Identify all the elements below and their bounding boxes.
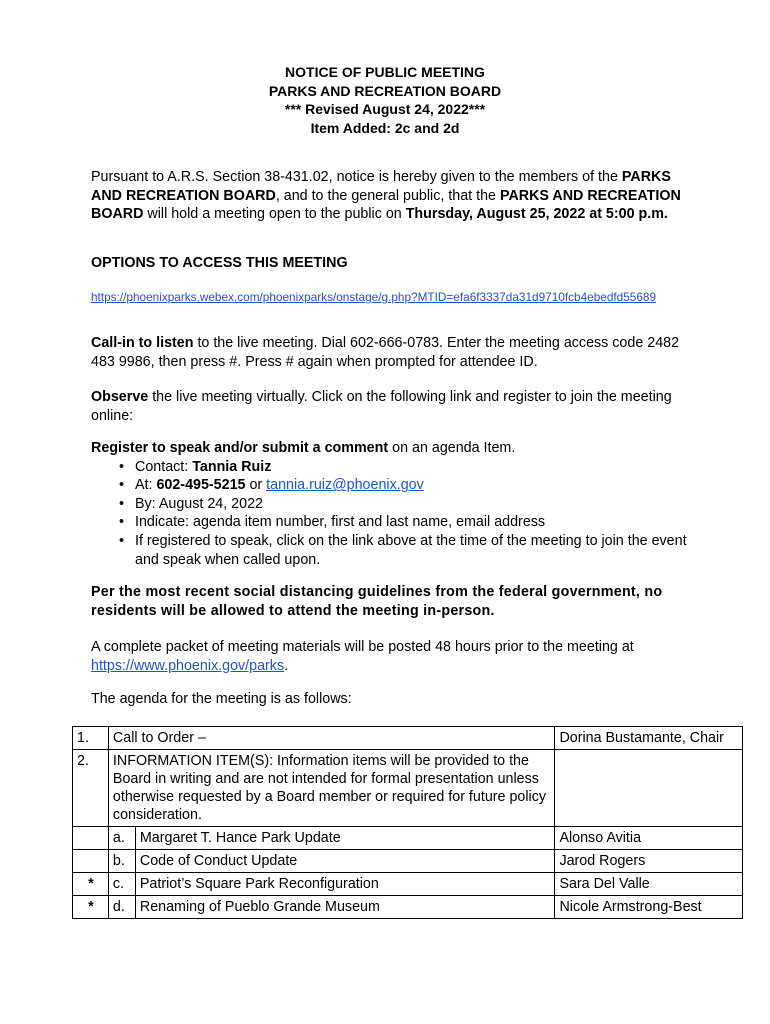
item-title: Call to Order – xyxy=(108,727,555,750)
intro-paragraph xyxy=(91,168,691,224)
options-heading: OPTIONS TO ACCESS THIS MEETING xyxy=(91,255,348,271)
observe-text: the live meeting virtually. Click on the following link and register to join the meeting online: xyxy=(91,389,672,424)
board-name-bold: PARKS AND RECREATION BOARD xyxy=(91,169,671,204)
intro-text: , and to the general public, that the xyxy=(275,187,500,204)
bullet-icon: • xyxy=(119,458,125,475)
intro-text: Pursuant to A.R.S. Section 38-431.02, notice is hereby given to the members of the xyxy=(91,169,622,185)
if-registered-text: If registered to speak, click on the link above at the time of the meeting to join the event and speak when called upon. xyxy=(135,532,687,568)
parks-link[interactable]: https://www.phoenix.gov/parks xyxy=(91,657,285,674)
packet-end: . xyxy=(284,657,289,674)
register-text: on an agenda Item. xyxy=(388,440,516,456)
item-number: 2. xyxy=(73,750,109,827)
added-item-marker: * xyxy=(73,873,109,896)
item-marker xyxy=(73,850,109,873)
item-marker xyxy=(73,827,109,850)
item-presenter xyxy=(555,750,743,827)
call-in-paragraph xyxy=(91,334,691,371)
packet-paragraph xyxy=(91,638,691,675)
call-in-label: Call-in to listen xyxy=(91,335,194,351)
deadline-text: By: August 24, 2022 xyxy=(135,495,263,512)
bullet-icon: • xyxy=(119,532,125,549)
item-number: 1. xyxy=(73,727,109,750)
packet-text: A complete packet of meeting materials will be posted 48 hours prior to the meeting at xyxy=(91,639,634,655)
contact-email-link[interactable]: tannia.ruiz@phoenix.gov xyxy=(266,477,424,494)
or-text: or xyxy=(245,477,267,494)
sub-item-title: Margaret T. Hance Park Update xyxy=(135,827,555,850)
board-name-bold: PARKS AND RECREATION BOARD xyxy=(91,187,681,223)
sub-item-title: Renaming of Pueblo Grande Museum xyxy=(135,896,555,919)
register-label: Register to speak and/or submit a comment xyxy=(91,440,389,456)
list-item xyxy=(91,495,691,514)
table-row xyxy=(73,873,743,896)
item-title: INFORMATION ITEM(S): Information items will be provided to the Board in writing and are not intended for formal presentation unless otherwise requested by a Board member or required for future policy consideration. xyxy=(108,750,555,827)
sub-item-title: Patriot’s Square Park Reconfiguration xyxy=(135,873,555,896)
intro-text: will hold a meeting open to the public on xyxy=(143,206,406,223)
agenda-table xyxy=(72,726,743,919)
list-item xyxy=(91,458,691,477)
sub-item-title: Code of Conduct Update xyxy=(135,850,555,873)
added-item-marker: * xyxy=(73,896,109,919)
contact-phone: 602-495-5215 xyxy=(156,477,246,494)
indicate-text: Indicate: agenda item number, first and last name, email address xyxy=(135,514,546,531)
bullet-icon: • xyxy=(119,477,125,494)
sub-item-letter: c. xyxy=(108,873,135,896)
distancing-note: Per the most recent social distancing guidelines from the federal government, no residents will be allowed to attend the meeting in-person. xyxy=(91,584,663,619)
list-item xyxy=(91,532,691,569)
table-row xyxy=(73,827,743,850)
notice-header xyxy=(0,63,770,137)
observe-paragraph xyxy=(91,388,691,425)
sub-item-letter: b. xyxy=(108,850,135,873)
register-list xyxy=(91,458,691,570)
contact-name: Tannia Ruiz xyxy=(192,458,272,475)
board-name: PARKS AND RECREATION BOARD xyxy=(268,82,502,99)
table-row xyxy=(73,896,743,919)
bullet-icon: • xyxy=(119,514,125,531)
sub-item-letter: d. xyxy=(108,896,135,919)
bullet-icon: • xyxy=(119,495,125,512)
call-in-text: to the live meeting. Dial 602-666-0783. Enter the meeting access code 2482 483 9986, then press #. Press # again when prompted for attendee ID. xyxy=(91,335,680,370)
meeting-date: Thursday, August 25, 2022 at 5:00 p.m. xyxy=(405,206,668,223)
meeting-link[interactable]: https://phoenixparks.webex.com/phoenixparks/onstage/g.php?MTID=efa6f3337da31d9710fcb4ebedfd55689 xyxy=(91,290,657,304)
contact-label: Contact: xyxy=(135,458,193,475)
table-row xyxy=(73,750,743,827)
register-heading xyxy=(91,439,691,458)
item-presenter: Alonso Avitia xyxy=(555,827,743,850)
sub-item-letter: a. xyxy=(108,827,135,850)
list-item xyxy=(91,476,691,495)
observe-label: Observe xyxy=(91,389,149,405)
items-added-line: Item Added: 2c and 2d xyxy=(310,119,460,136)
list-item xyxy=(91,513,691,532)
item-presenter: Dorina Bustamante, Chair xyxy=(555,727,743,750)
at-label: At: xyxy=(135,477,157,494)
notice-title: NOTICE OF PUBLIC MEETING xyxy=(285,64,485,80)
item-presenter: Jarod Rogers xyxy=(555,850,743,873)
revision-line: *** Revised August 24, 2022*** xyxy=(284,101,486,117)
register-section xyxy=(91,439,691,569)
table-row xyxy=(73,850,743,873)
item-presenter: Nicole Armstrong-Best xyxy=(555,896,743,919)
table-row xyxy=(73,727,743,750)
item-presenter: Sara Del Valle xyxy=(555,873,743,896)
agenda-intro: The agenda for the meeting is as follows: xyxy=(91,691,352,707)
